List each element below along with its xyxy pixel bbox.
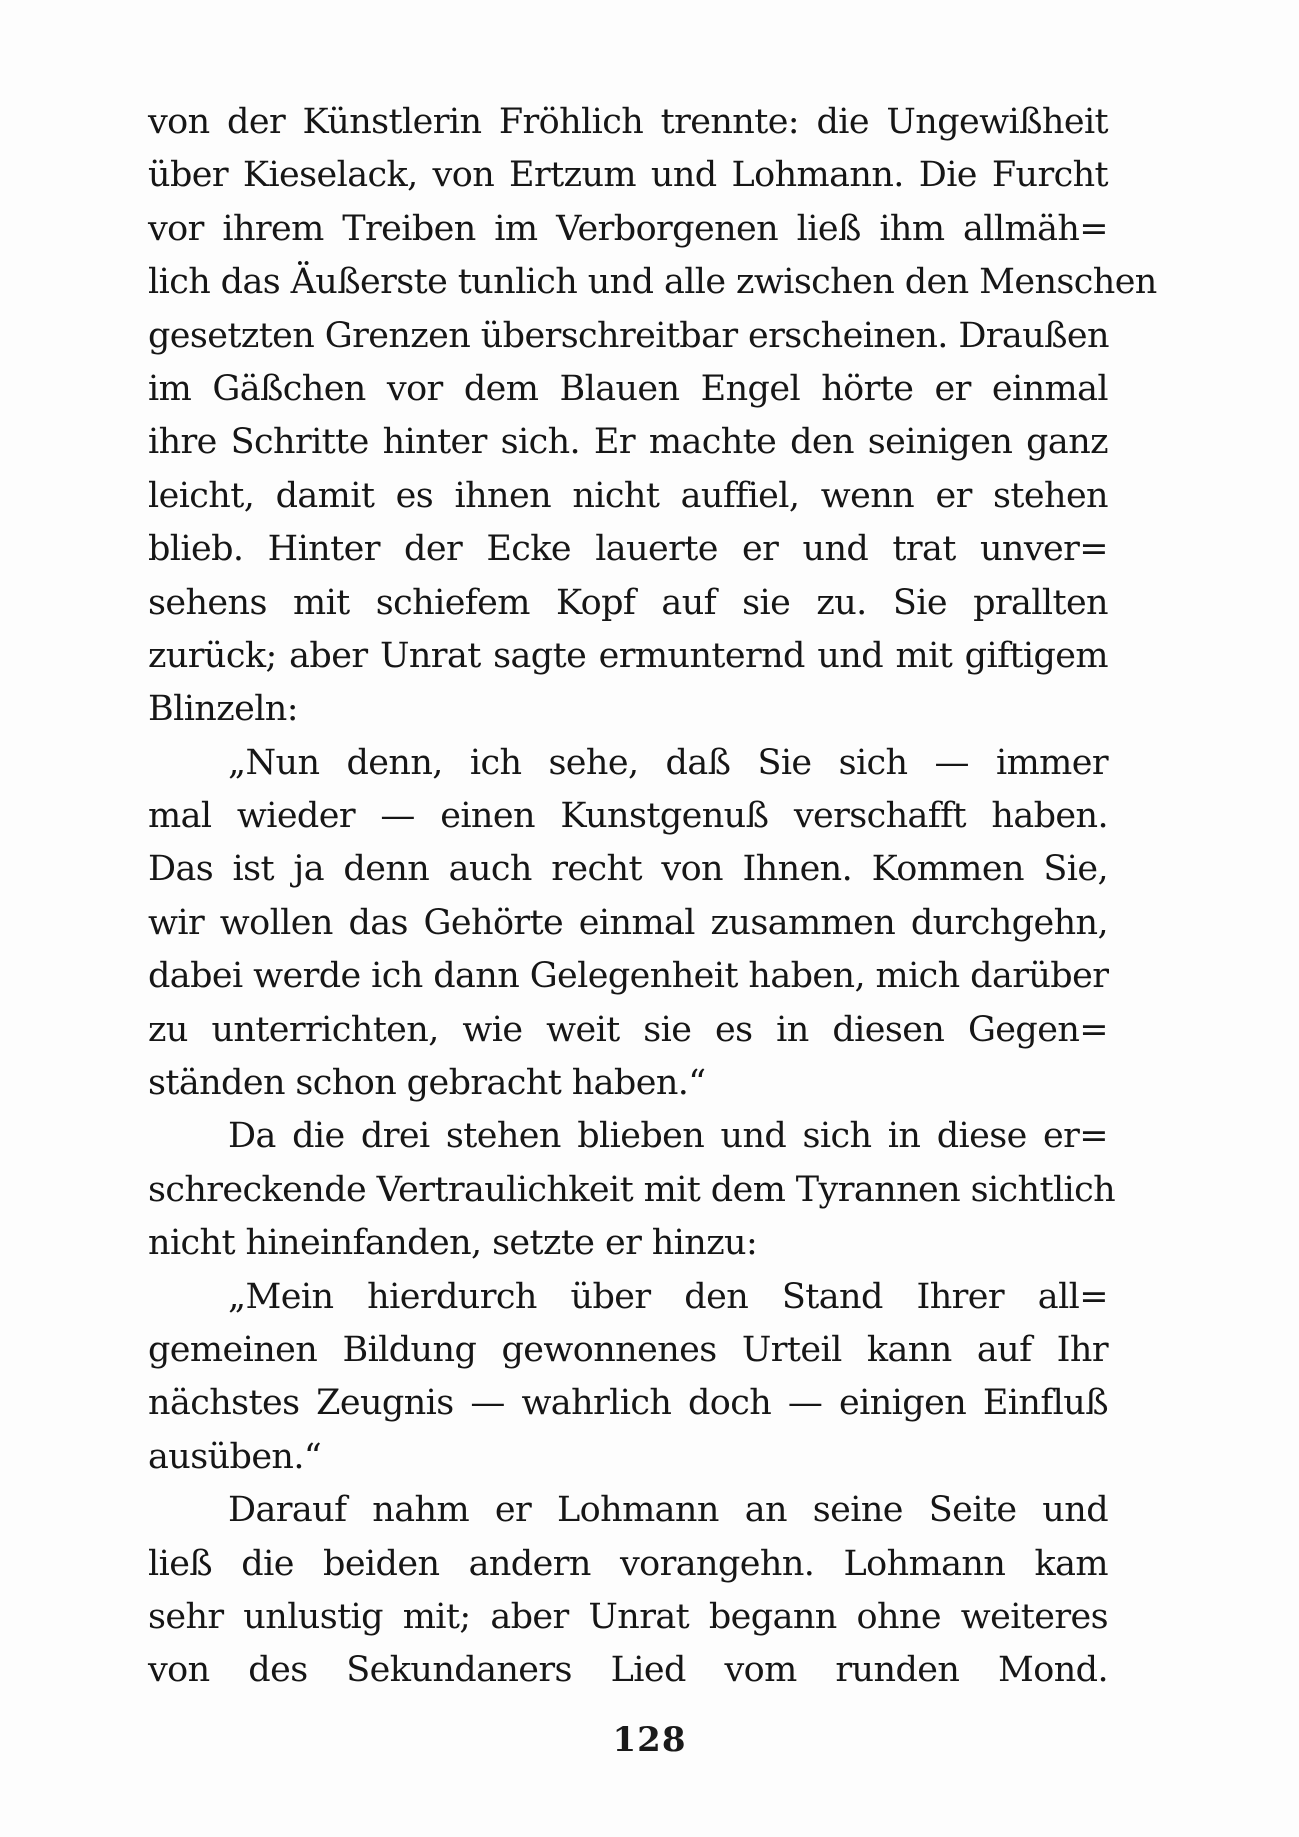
- text-line: sehr unlustig mit; aber Unrat begann ohne weiteres: [148, 1596, 1108, 1637]
- text-line: ständen schon gebracht haben.“: [148, 1063, 706, 1104]
- text-line: Blinzeln:: [148, 689, 298, 730]
- text-line: ließ die beiden andern vorangehn. Lohmann kam: [148, 1543, 1108, 1584]
- text-line: Da die drei stehen blieben und sich in diese er=: [228, 1116, 1108, 1157]
- text-line: ausüben.“: [148, 1436, 322, 1477]
- text-line: von der Künstlerin Fröhlich trennte: die Ungewißheit: [148, 102, 1108, 142]
- text-line: im Gäßchen vor dem Blauen Engel hörte er einmal: [148, 368, 1108, 409]
- text-line: mal wieder — einen Kunstgenuß verschafft haben.: [148, 796, 1108, 837]
- text-line: vor ihrem Treiben im Verborgenen ließ ihm allmäh=: [148, 208, 1108, 249]
- text-line: nicht hineinfanden, setzte er hinzu:: [148, 1223, 758, 1264]
- text-line: „Nun denn, ich sehe, daß Sie sich — immer: [228, 742, 1108, 783]
- text-line: Darauf nahm er Lohmann an seine Seite und: [228, 1490, 1108, 1531]
- text-line: gesetzten Grenzen überschreitbar erscheinen. Draußen: [148, 315, 1109, 356]
- body-text: [148, 96, 1157, 1698]
- text-line: nächstes Zeugnis — wahrlich doch — einigen Einfluß: [148, 1383, 1108, 1424]
- text-line: Das ist ja denn auch recht von Ihnen. Kommen Sie,: [148, 849, 1108, 890]
- text-line: „Mein hierdurch über den Stand Ihrer all=: [228, 1276, 1108, 1317]
- page-number: 128: [612, 1720, 687, 1760]
- text-line: zurück; aber Unrat sagte ermunternd und mit giftigem: [148, 635, 1108, 676]
- text-line: sehens mit schiefem Kopf auf sie zu. Sie prallten: [148, 582, 1108, 623]
- text-line: dabei werde ich dann Gelegenheit haben, mich darüber: [148, 956, 1109, 997]
- text-line: von des Sekundaners Lied vom runden Mond.: [148, 1650, 1108, 1691]
- text-line: gemeinen Bildung gewonnenes Urteil kann auf Ihr: [148, 1329, 1108, 1370]
- text-line: zu unterrichten, wie weit sie es in diesen Gegen=: [148, 1009, 1108, 1050]
- text-line: wir wollen das Gehörte einmal zusammen durchgehn,: [148, 902, 1108, 943]
- text-line: lich das Äußerste tunlich und alle zwischen den Menschen: [148, 262, 1157, 303]
- text-line: leicht, damit es ihnen nicht auffiel, wenn er stehen: [148, 475, 1108, 516]
- text-line: schreckende Vertraulichkeit mit dem Tyrannen sichtlich: [148, 1169, 1116, 1210]
- text-line: ihre Schritte hinter sich. Er machte den seinigen ganz: [148, 422, 1108, 463]
- text-line: blieb. Hinter der Ecke lauerte er und trat unver=: [148, 529, 1108, 570]
- text-line: über Kieselack, von Ertzum und Lohmann. Die Furcht: [148, 155, 1108, 196]
